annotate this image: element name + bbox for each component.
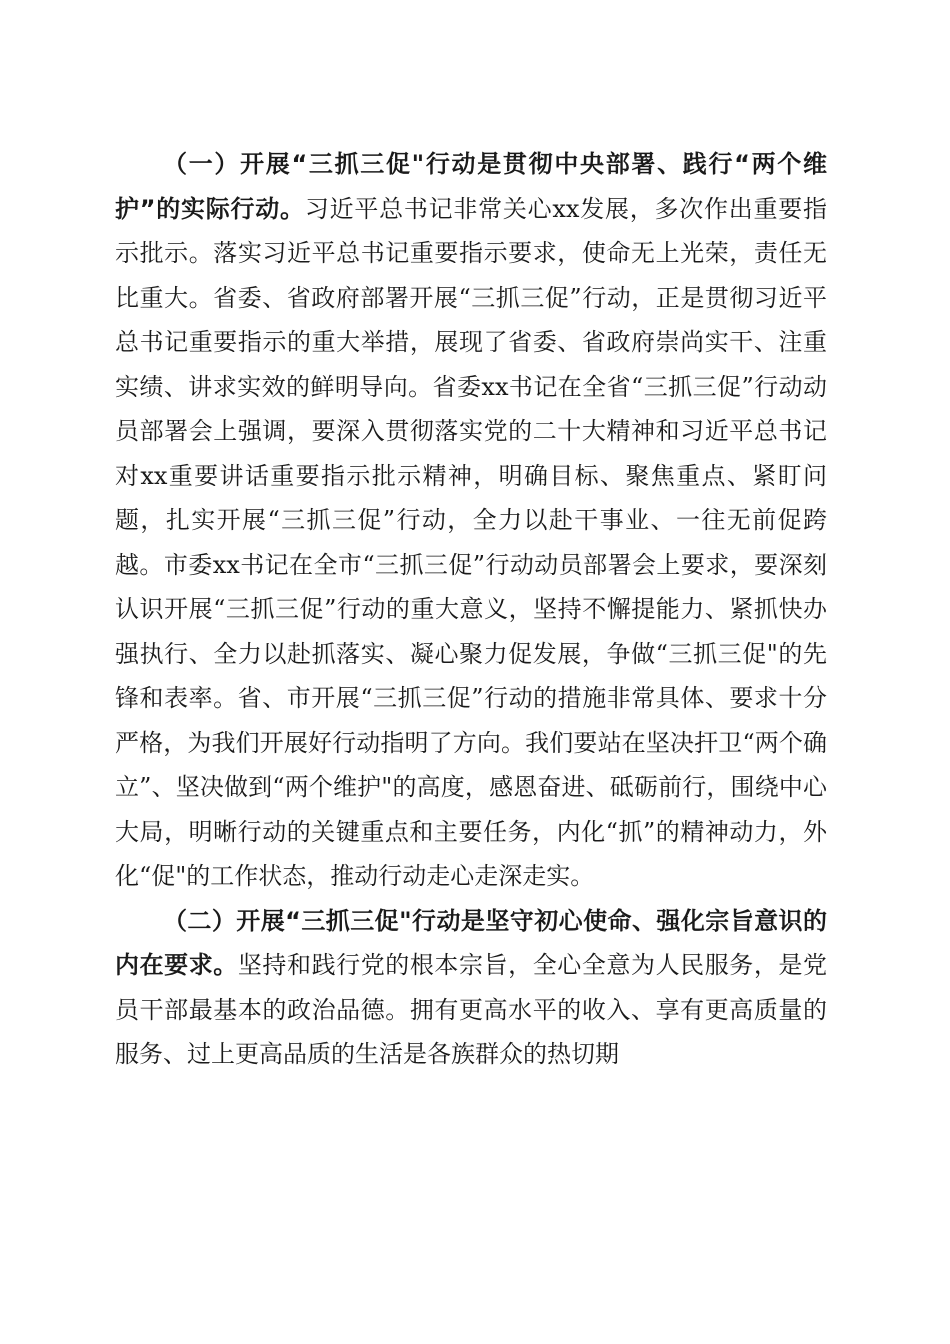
paragraph-2-body: 坚持和践行党的根本宗旨，全心全意为人民服务，是党员干部最基本的政治品德。拥有更高水平的收入、享有更高质量的服务、过上更高品质的生活是各族群众的热切期 — [115, 951, 828, 1068]
paragraph-1-heading: （一）开展“三抓三促"行动是贯彻中央部署、践行“两个维护”的实际行动。 — [115, 150, 827, 223]
document-body — [115, 142, 827, 1077]
paragraph-2 — [115, 899, 827, 1077]
paragraph-1 — [115, 142, 827, 899]
paragraph-2-heading: （二）开展“三抓三促"行动是坚守初心使命、强化宗旨意识的内在要求。 — [115, 906, 827, 979]
paragraph-1-body: 习近平总书记非常关心xx发展，多次作出重要指示批示。落实习近平总书记重要指示要求，使命无上光荣，责任无比重大。省委、省政府部署开展“三抓三促”行动，正是贯彻习近平总书记重要指示的重大举措，展现了省委、省政府崇尚实干、注重实绩、讲求实效的鲜明导向。省委xx书记在全省“三抓三促”行动动员部署会上强调，要深入贯彻落实党的二十大精神和习近平总书记对xx重要讲话重要指示批示精神，明确目标、聚焦重点、紧盯问题，扎实开展“三抓三促”行动，全力以赴干事业、一往无前促跨越。市委xx书记在全市“三抓三促”行动动员部署会上要求，要深刻认识开展“三抓三促”行动的重大意义，坚持不懈提能力、紧抓快办强执行、全力以赴抓落实、凝心聚力促发展，争做“三抓三促"的先锋和表率。省、市开展“三抓三促”行动的措施非常具体、要求十分严格，为我们开展好行动指明了方向。我们要站在坚决扞卫“两个确立”、坚决做到“两个维护"的高度，感恩奋进、砥砺前行，围绕中心大局，明晰行动的关键重点和主要任务，内化“抓”的精神动力，外化“促"的工作状态，推动行动走心走深走实。 — [115, 194, 827, 890]
